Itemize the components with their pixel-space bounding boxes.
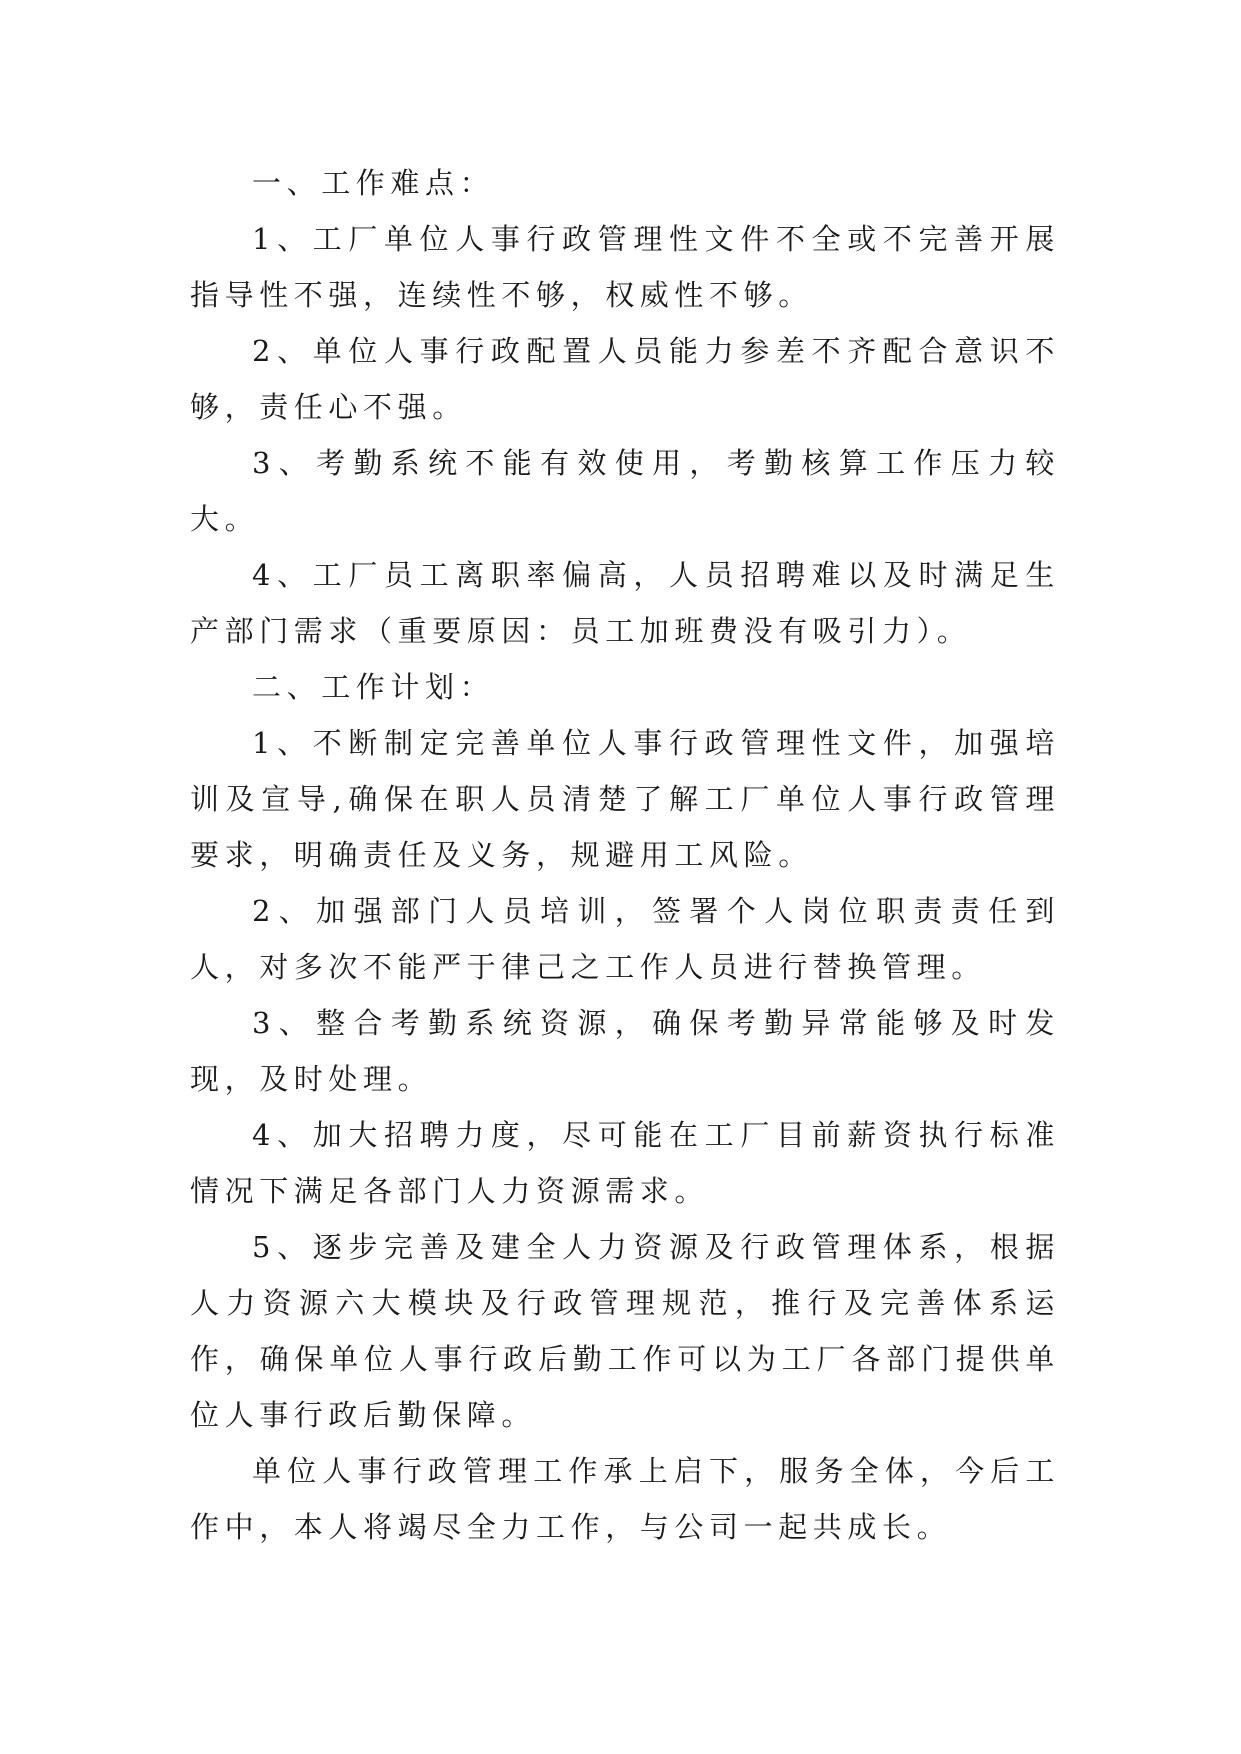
- difficulty-item: 2、单位人事行政配置人员能力参差不齐配合意识不够，责任心不强。: [190, 334, 1060, 424]
- closing-paragraph: 单位人事行政管理工作承上启下，服务全体，今后工作中，本人将竭尽全力工作，与公司一起共成长。: [190, 1454, 1060, 1544]
- section-heading-plans: 二、工作计划：: [252, 670, 495, 704]
- section-heading-difficulties: 一、工作难点：: [252, 166, 495, 200]
- difficulty-item: 3、考勤系统不能有效使用，考勤核算工作压力较大。: [190, 446, 1060, 536]
- document-body: [190, 155, 1060, 1555]
- plan-item: 1、不断制定完善单位人事行政管理性文件，加强培训及宣导,确保在职人员清楚了解工厂单位人事行政管理要求，明确责任及义务，规避用工风险。: [190, 726, 1060, 872]
- difficulty-item: 1、工厂单位人事行政管理性文件不全或不完善开展指导性不强，连续性不够，权威性不够。: [190, 222, 1060, 312]
- difficulty-item: 4、工厂员工离职率偏高，人员招聘难以及时满足生产部门需求（重要原因：员工加班费没有吸引力）。: [190, 558, 1060, 648]
- plan-item: 4、加大招聘力度，尽可能在工厂目前薪资执行标准情况下满足各部门人力资源需求。: [190, 1118, 1060, 1208]
- plan-item: 5、逐步完善及建全人力资源及行政管理体系，根据人力资源六大模块及行政管理规范，推行及完善体系运作，确保单位人事行政后勤工作可以为工厂各部门提供单位人事行政后勤保障。: [190, 1230, 1060, 1432]
- plan-item: 3、整合考勤系统资源，确保考勤异常能够及时发现，及时处理。: [190, 1006, 1060, 1096]
- plan-item: 2、加强部门人员培训，签署个人岗位职责责任到人，对多次不能严于律己之工作人员进行替换管理。: [190, 894, 1060, 984]
